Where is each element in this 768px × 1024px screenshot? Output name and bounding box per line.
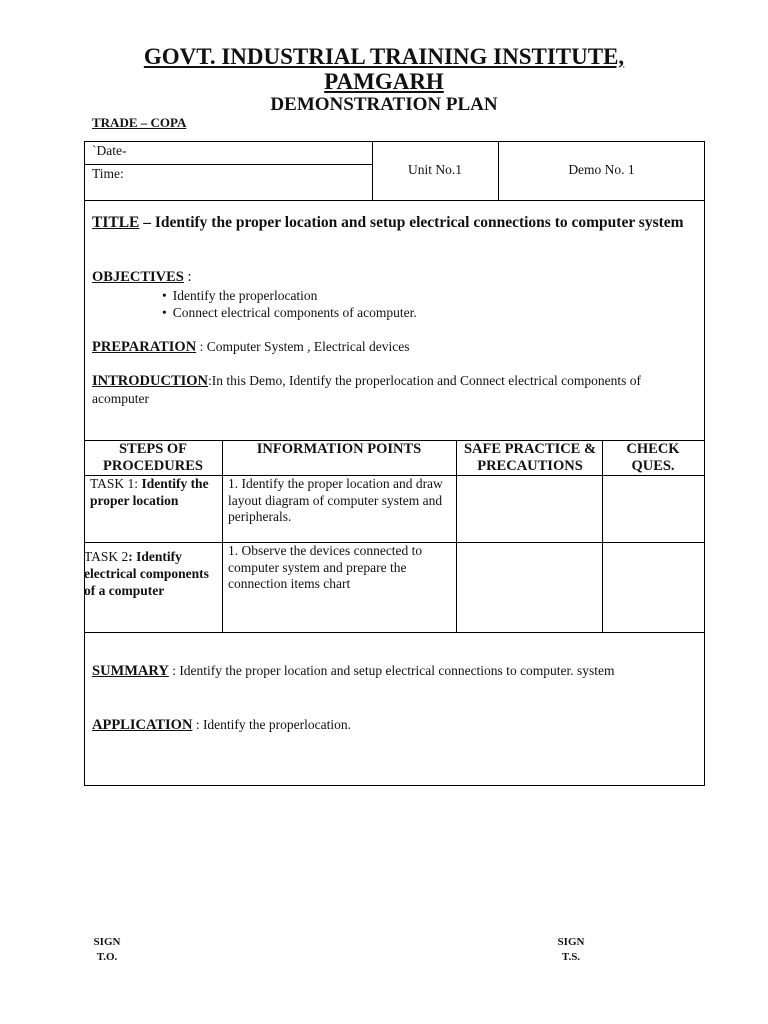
sign-ts-line1: SIGN	[557, 936, 585, 948]
application-text: : Identify the properlocation.	[192, 717, 352, 732]
objectives-list	[162, 288, 417, 321]
date-label: `Date-	[92, 143, 127, 158]
trade-label: TRADE – COPA	[92, 115, 187, 130]
objectives-heading	[92, 269, 192, 286]
title-label: TITLE	[92, 214, 140, 231]
task-2-title: : Identify electrical components of a computer	[84, 549, 209, 598]
preparation-line	[92, 338, 410, 356]
objectives-sep: :	[183, 269, 192, 285]
task-1-title: Identify the proper location	[90, 476, 209, 508]
header-check-ques: CHECK QUES.	[626, 441, 680, 474]
introduction-label: INTRODUCTION	[92, 373, 209, 389]
institute-name	[0, 44, 768, 94]
objective-item: • Connect electrical components of acomputer.	[162, 305, 417, 322]
preparation-text: : Computer System , Electrical devices	[196, 339, 410, 354]
task-1-info: 1. Identify the proper location and draw layout diagram of computer system and peripherals.	[228, 476, 443, 524]
summary-text: : Identify the proper location and setup electrical connections to computer. system	[168, 663, 615, 678]
task-2-cell	[84, 548, 220, 599]
task-1-prefix: TASK 1:	[90, 476, 142, 491]
header-safe-practice: SAFE PRACTICE & PRECAUTIONS	[463, 441, 597, 474]
sign-ts	[546, 935, 596, 965]
introduction-line	[92, 372, 698, 407]
application-line	[92, 716, 351, 734]
institute-name-line1: GOVT. INDUSTRIAL TRAINING INSTITUTE,	[143, 44, 625, 69]
plan-title: DEMONSTRATION PLAN	[270, 94, 498, 115]
demo-number: Demo No. 1	[568, 162, 635, 177]
summary-label: SUMMARY	[92, 663, 169, 679]
introduction-text: :In this Demo, Identify the properlocation and Connect electrical components of acomputer	[92, 373, 642, 406]
time-label: Time:	[92, 166, 124, 181]
title-text: – Identify the proper location and setup electrical connections to computer system	[139, 214, 684, 231]
header-steps: STEPS OF PROCEDURES	[103, 441, 203, 474]
institute-name-line2: PAMGARH	[324, 69, 444, 94]
preparation-label: PREPARATION	[92, 339, 197, 355]
sign-to-line2: T.O.	[96, 951, 118, 963]
task-2-prefix: TASK 2	[84, 549, 129, 564]
task-2-info: 1. Observe the devices connected to computer system and prepare the connection items chart	[228, 543, 423, 591]
summary-line	[92, 662, 664, 680]
objective-item: • Identify the properlocation	[162, 288, 417, 305]
header-info-points: INFORMATION POINTS	[256, 441, 422, 457]
task-1-cell	[90, 476, 220, 509]
title-section	[92, 212, 692, 233]
sign-ts-line2: T.S.	[561, 951, 581, 963]
application-label: APPLICATION	[92, 717, 193, 733]
unit-number: Unit No.1	[408, 162, 462, 177]
sign-to	[82, 935, 132, 965]
sign-to-line1: SIGN	[93, 936, 121, 948]
objectives-label: OBJECTIVES	[92, 269, 184, 285]
